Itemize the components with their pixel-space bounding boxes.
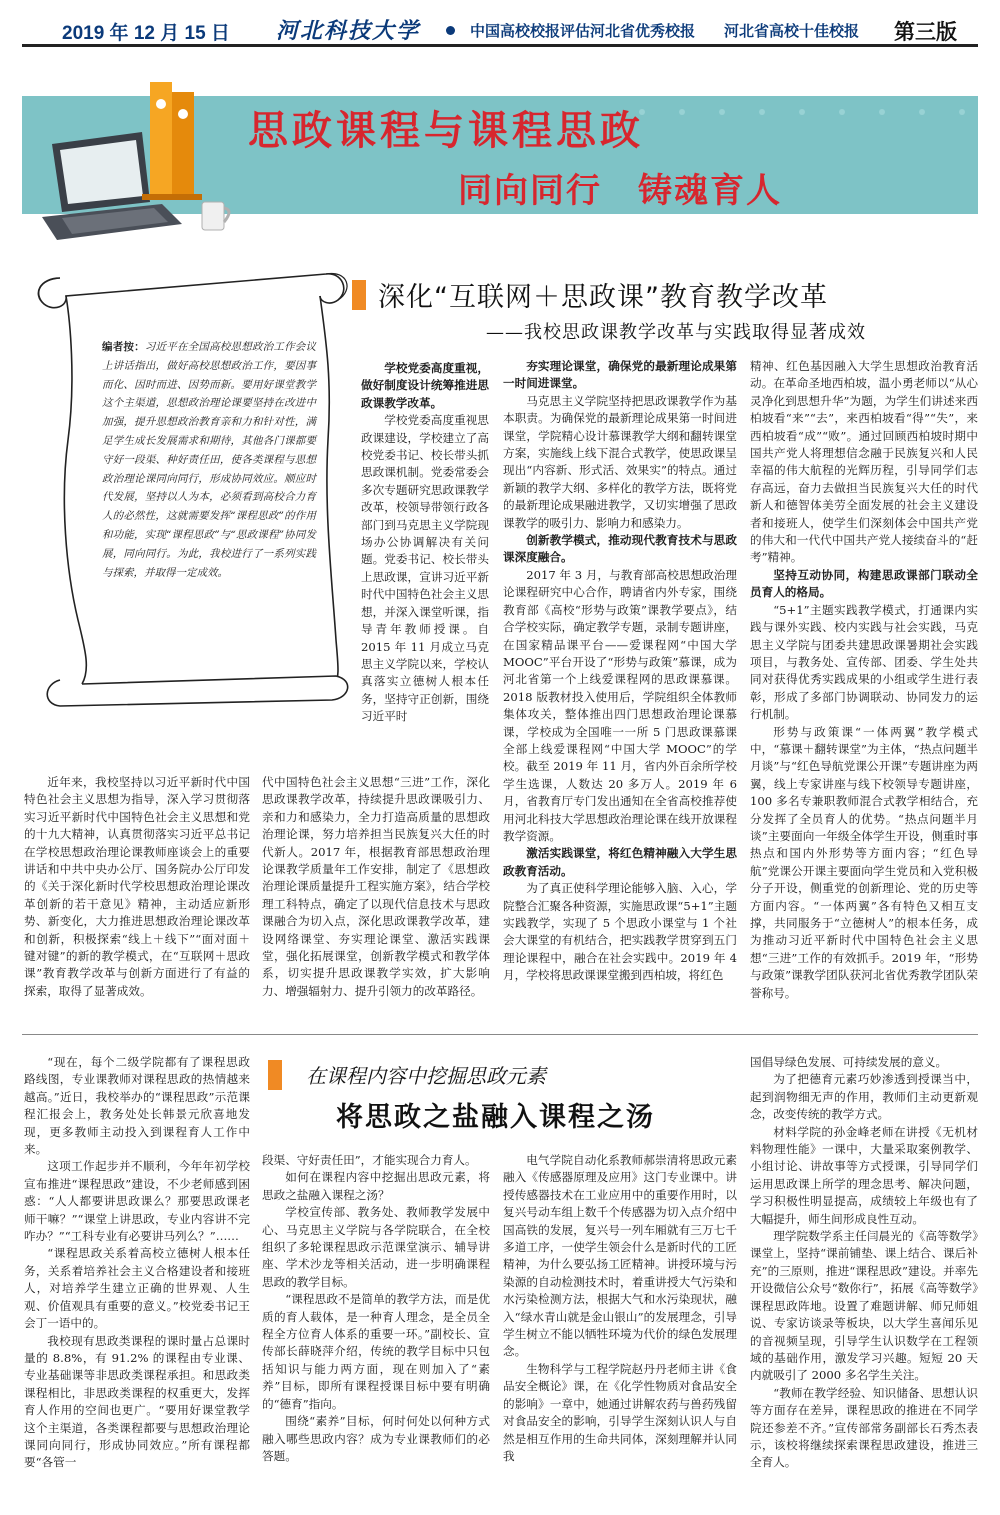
article2-marker [268, 1060, 282, 1090]
article2-column-3 [503, 1152, 737, 1465]
banner-title: 思政课程与课程思政 [248, 108, 644, 154]
article1-subtitle: ——我校思政课教学改革与实践取得显著成效 [486, 322, 866, 343]
paragraph: 围绕“素养”目标，何时何处以何种方式融入哪些思政内容？成为专业课教师们的必答题。 [262, 1414, 490, 1463]
paragraph: 学校宣传部、教务处、教师教学发展中心、马克思主义学院与各学院联合，在全校组织了多轮课程思政示范课堂演示、辅导讲座、学术沙龙等相关活动，进一步明确课程思政的教学目标。 [262, 1205, 490, 1289]
paragraph: 国倡导绿色发展、可持续发展的意义。 [750, 1055, 948, 1069]
article2-title: 将思政之盐融入课程之汤 [336, 1102, 655, 1133]
paragraph: “课程思政关系着高校立德树人根本任务，关系着培养社会主义合格建设者和接班人，对培养学生建立正确的世界观、人生观、价值观具有重要的意义。”校党委书记王会丁一语中的。 [24, 1246, 250, 1331]
article1-column-4 [750, 358, 978, 1002]
header-honor-2: 河北省高校十佳校报 [724, 22, 860, 40]
article2-column-1 [24, 1054, 250, 1472]
section-heading: 学校党委高度重视，做好制度设计统筹推进思政课教学改革。 [361, 361, 489, 410]
article2-column-2 [262, 1152, 490, 1465]
paragraph: 材料学院的孙金峰老师在讲授《无机材料物理性能》一课中，大量采取案例教学、小组讨论、讲故事等方式授课，引导同学们运用思政课上所学的理念思考、解决问题，学习积极性明显提高，成绩较上年级也有了大幅提升，师生间形成良性互动。 [750, 1124, 978, 1226]
editor-note [102, 338, 316, 582]
bullet-dot-icon [446, 26, 455, 35]
article1-marker [352, 280, 366, 310]
mug-icon [202, 202, 229, 230]
editor-note-label: 编者按： [102, 341, 145, 353]
paragraph: 2017 年 3 月，与教育部高校思想政治理论课程研究中心合作，聘请省内外专家，围绕教育部《高校“形势与政策”课教学要点》，结合学校实际，确定教学专题，录制专题讲座，在国家精品课平台——爱课程网“中国大学 MOOC”平台开设了“形势与政策”慕课，成为河北省第一个上线爱课程网的思政课慕课。2018 版教材投入使用后，学院组织全体教师集体攻关，整体推出四门思想政治理论课慕课，学校成为全国唯一一所 5 门思政课慕课全部上线爱课程网“中国大学 MOOC”的学校。截至 2019 年 11 月，省内外百余所学校学生选课，人数达 20 多万人。2019 年 6 月，省教育厅专门发出通知在全省高校推荐使用河北科技大学思想政治理论课在线开放课程教学资源。 [503, 567, 737, 843]
header-honor-1: 中国高校校报评估河北省优秀校报 [470, 22, 696, 40]
paragraph: 我校现有思政类课程的课时量占总课时量的 8.8%，有 91.2% 的课程由专业课、专业基础课等非思政类课程承担。和思政类课程相比，非思政类课程的权重更大，发挥育人作用的空间也更广。“要用好课堂教学这个主渠道，各类课程都要与思想政治理论课同向同行，形成协同效应。”所有课程都要“各管一 [24, 1333, 250, 1470]
paragraph: 生物科学与工程学院赵丹丹老师主讲《食品安全概论》课，在《化学性物质对食品安全的影响》一章中，她通过讲解农药与兽药残留对食品安全的影响，引导学生深刻认识人与自然是相互作用的生命共同体，深刻理解并认同我 [503, 1361, 737, 1463]
paragraph: 理学院数学系主任闫晨光的《高等数学》课堂上，坚持“课前铺垫、课上结合、课后补充”的三原则，推进“课程思政”建设。并率先开设微信公众号“数你行”，拓展《高等数学》课程思政阵地。设置了难题讲解、师兄师姐说、专家访谈录等板块，以大学生喜闻乐见的音视频呈现，引导学生认识数学在工程领域的基础作用，激发学习兴趣。短短 20 天内就吸引了 2000 多名学生关注。 [750, 1229, 978, 1383]
edition-label: 第三版 [894, 20, 957, 44]
paragraph: 形势与政策课“一体两翼”教学模式中，“慕课＋翻转课堂”为主体，“热点问题半月谈”与“红色导航党课公开课”专题讲座为两翼，线上专家讲座与线下校领导专题讲座，100 多名专兼职教师混合式教学相结合，充分发挥了全员育人的优势。“热点问题半月谈”主要面向一年级全体学生开设，侧重时事热点和国内外形势等方面内容；“红色导航”党课公开课主要面向学生党员和入党积极分子开设，侧重党的创新理论、党的历史等方面内容。“一体两翼”各有特色又相互支撑，共同服务于“立德树人”的根本任务，成为推动习近平新时代中国特色社会主义思想“三进”工作的有效抓手。2019 年，“形势与政策”课教学团队获河北省优秀教学团队荣誉称号。 [750, 724, 978, 1000]
paragraph: 这项工作起步并不顺利，今年年初学校宣布推进“课程思政”建设，不少老师感到困惑：“人人都要讲思政课么？那要思政课老师干嘛？”“课堂上讲思政，专业内容讲不完咋办？”“工科专业有必要讲马列么？”…… [24, 1159, 250, 1244]
paragraph: “5+1”主题实践教学模式，打通课内实践与课外实践、校内实践与社会实践，马克思主义学院与团委共建思政课暑期社会实践项目，与教务处、宣传部、团委、学生处共同对获得优秀实践成果的小组或学生进行表彰，形成了多部门协调联动、协同发力的运行机制。 [750, 602, 978, 722]
section-heading: 夯实理论课堂，确保党的最新理论成果第一时间进课堂。 [503, 359, 737, 391]
section-heading: 创新教学模式，推动现代教育技术与思政课深度融合。 [503, 533, 737, 565]
paragraph: 如何在课程内容中挖掘出思政元素，将思政之盐融入课程之汤？ [262, 1170, 490, 1202]
article1-column-top [361, 360, 489, 726]
paragraph: 段渠、守好责任田”，才能实现合力育人。 [262, 1153, 477, 1167]
section-heading: 坚持互动协同，构建思政课部门联动全员育人的格局。 [750, 567, 978, 600]
paragraph: 代中国特色社会主义思想“三进”工作，深化思政课教学改革，持续提升思政课吸引力、亲和力和感染力，全力打造高质量的思想政治理论课，努力培养担当民族复兴大任的时代新人。2017 年，根据教育部思想政治理论课教学质量年工作安排，制定了《思想政治理论课质量提升工程实施方案》，结合学校理工科特点，确定了以现代信息技术与思政课融合为切入点，深化思政课教学改革，建设网络课堂、夯实理论课堂、激活实践课堂，强化拓展课堂，创新教学模式和教学体系，切实提升思政课教学实效，扩大影响力、增强辐射力、提升引领力的改革路径。 [262, 775, 490, 998]
editor-note-text: 习近平在全国高校思想政治工作会议上讲话指出，做好高校思想政治工作，要因事而化、因时而进、因势而新。要用好课堂教学这个主渠道，思想政治理论课要坚持在改进中加强，提升思想政治教育亲和力和针对性，满足学生成长发展需求和期待，其他各门课都要守好一段渠、种好责任田，使各类课程与思想政治理论课同向同行，形成协同效应。顺应时代发展，坚持以人为本，必须看到高校合力育人的必然性，这就需要发挥“课程思政”的作用和功能，实现“课程思政”与“思政课程”协同发展，同向同行。为此，我校进行了一系列实践与探索，并取得一定成效。 [102, 341, 317, 579]
header-rule [22, 44, 978, 47]
banner-subtitle: 同向同行 铸魂育人 [458, 171, 782, 211]
issue-date: 2019 年 12 月 15 日 [62, 23, 230, 44]
paragraph: “课程思政不是简单的教学方法，而是优质的育人载体，是一种育人理念，是全员全程全方位育人体系的重要一环。”副校长、宣传部长薛晓萍介绍，传统的教学目标中只包括知识与能力两方面，现在则加入了“素养”目标，即所有课程授课目标中要有明确的“德育”指向。 [262, 1292, 490, 1411]
paragraph: 马克思主义学院坚持把思政课教学作为基本职责。为确保党的最新理论成果第一时间进课堂，学院精心设计慕课教学大纲和翻转课堂方案，实施线上线下混合式教学，使思政课呈现出“内容新、形式活、效果实”的特点。通过新颖的教学大纲、多样化的教学方法，既将党的最新理论成果融进教学，又切实增强了思政课教学的吸引力、影响力和感染力。 [503, 393, 737, 530]
article1-column-1 [24, 774, 250, 1000]
article2-column-4 [750, 1054, 978, 1472]
article1-column-2 [262, 774, 490, 1000]
paragraph: 电气学院自动化系教师郝崇清将思政元素融入《传感器原理及应用》这门专业课中。讲授传感器技术在工业应用中的重要作用时，以复兴号动车组上数千个传感器为切入点介绍中国高铁的发展，复兴号一列车厢就有三万七千多道工序，一使学生领会什么是新时代的工匠精神，为什么要弘扬工匠精神。讲授环境与污染源的自动检测技术时，着重讲授大气污染和水污染检测方法，根据大气和水污染现状，融入“绿水青山就是金山银山”的发展理念，引导学生树立不能以牺牲环境为代价的绿色发展理念。 [503, 1153, 737, 1359]
paragraph: 学校党委高度重视思政课建设，学校建立了高校党委书记、校长带头抓思政课机制。党委常委会多次专题研究思政课教学改革，校领导带领行政各部门到马克思主义学院现场办公协调解决有关问题。党委书记、校长带头上思政课，宣讲习近平新时代中国特色社会主义思想，并深入课堂听课，指导青年教师授课。自 2015 年 11 月成立马克思主义学院以来，学校认真落实立德树人根本任务，坚持守正创新，围绕习近平时 [361, 413, 489, 724]
paragraph: “教师在教学经验、知识储备、思想认识等方面存在差异，课程思政的推进在不同学院还参差不齐。”宣传部常务副部长石秀杰表示，该校将继续探索课程思政建设，推进三全育人。 [750, 1385, 978, 1470]
section-divider [22, 1034, 978, 1035]
paragraph: 近年来，我校坚持以习近平新时代中国特色社会主义思想为指导，深入学习贯彻落实习近平新时代中国特色社会主义思想和党的十九大精神，认真贯彻落实习近平总书记在学校思想政治理论课教师座谈会上的重要讲话和中共中央办公厅、国务院办公厅印发的《关于深化新时代学校思想政治理论课改革创新的若干意见》精神，主动适应新形势、新变化，大力推进思想政治理论课改革和创新，积极探索“线上＋线下”“面对面＋键对键”的新的教学模式，在“互联网＋思政课”教育教学改革与创新方面进行了有益的探索，取得了显著成效。 [24, 775, 250, 998]
paragraph: 精神、红色基因融入大学生思想政治教育活动。在革命圣地西柏坡，温小勇老师以“从心灵净化到思想升华”为题，为学生们讲述来西柏坡看“来”“去”，来西柏坡看“得”“失”，来西柏坡看“成”“败”。通过回顾西柏坡时期中国共产党人将理想信念融于民族复兴和人民幸福的伟大航程的光辉历程，引导同学们志存高远，奋力去做担当民族复兴大任的时代新人和德智体美劳全面发展的社会主义建设者和接班人，使学生们深刻体会中国共产党的伟大和一代代中国共产党人接续奋斗的“赶考”精神。 [750, 359, 978, 565]
paragraph: 为了真正使科学理论能够入脑、入心，学院整合汇聚各种资源，实施思政课“5+1”主题实践教学，实现了 5 个思政小课堂与 1 个社会大课堂的有机结合，把实践教学贯穿到五门理论课程中，融合在社会实践中。2019 年 4 月，学校将思政课课堂搬到西柏坡，将红色 [503, 881, 737, 983]
article2-pretitle: 在课程内容中挖掘思政元素 [306, 1064, 546, 1088]
university-logo: 河北科技大学 [276, 18, 421, 44]
binders-icon [142, 82, 202, 200]
article1-column-3 [503, 358, 737, 985]
paragraph: 为了把德育元素巧妙渗透到授课当中，起到润物细无声的作用，教师们主动更新观念，改变传统的教学方式。 [750, 1072, 978, 1122]
paragraph: “现在，每个二级学院都有了课程思政路线图，专业课教师对课程思政的热情越来越高。”近日，我校举办的“课程思政”示范课程汇报会上，教务处处长韩景元欣喜地发现，更多教师主动投入到课程育人工作中来。 [24, 1055, 250, 1157]
section-heading: 激活实践课堂，将红色精神融入大学生思政教育活动。 [503, 846, 737, 878]
article1-title: 深化“互联网＋思政课”教育教学改革 [378, 282, 828, 313]
